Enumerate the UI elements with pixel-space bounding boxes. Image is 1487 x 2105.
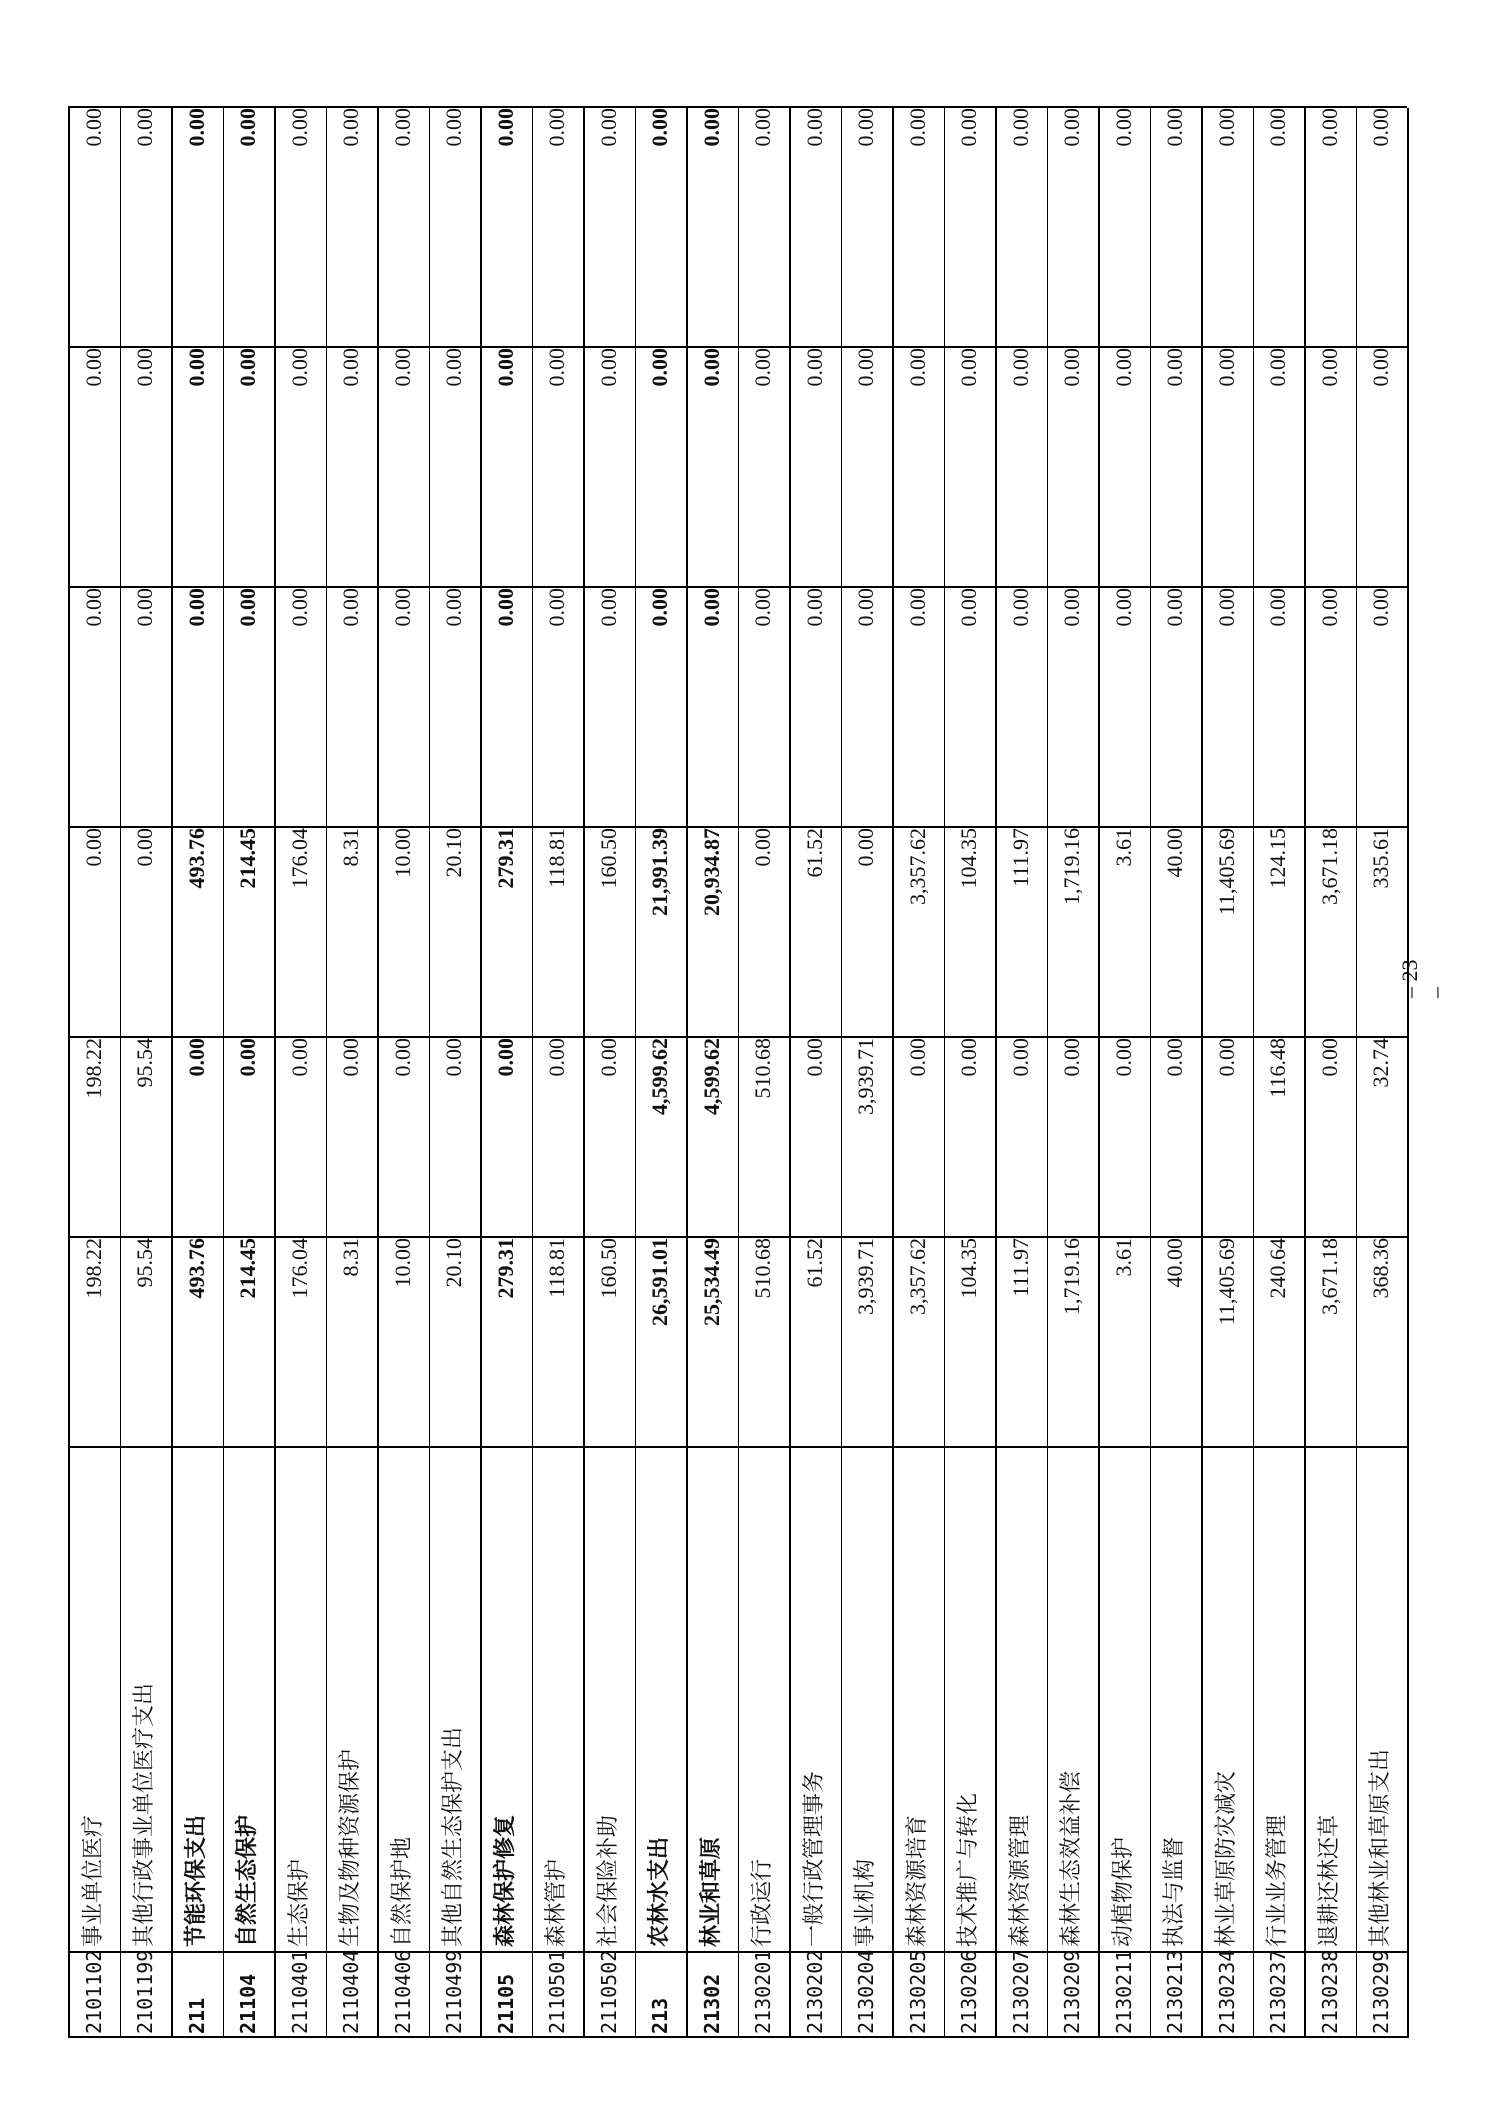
amount-cell: 0.00 [595, 588, 621, 627]
amount-cell: 0.00 [956, 108, 982, 147]
amount-cell: 4,599.62 [647, 1038, 673, 1115]
amount-cell: 0.00 [183, 1038, 209, 1077]
amount-cell: 0.00 [1110, 1038, 1136, 1077]
subject-name-cell: 其他自然生态保护支出 [441, 1726, 467, 1947]
amount-cell: 3.61 [1110, 1238, 1136, 1277]
subject-name-cell: 自然生态保护 [235, 1814, 261, 1947]
amount-cell: 104.35 [956, 1238, 982, 1299]
amount-cell: 10.00 [389, 828, 415, 878]
amount-cell: 0.00 [1316, 348, 1342, 387]
amount-cell: 3.61 [1110, 828, 1136, 867]
subject-name-cell: 森林保护修复 [492, 1814, 518, 1947]
amount-cell: 0.00 [1162, 348, 1188, 387]
amount-cell: 0.00 [544, 348, 570, 387]
amount-cell: 0.00 [595, 348, 621, 387]
amount-cell: 124.15 [1265, 828, 1291, 889]
amount-cell: 0.00 [801, 348, 827, 387]
amount-cell: 0.00 [132, 348, 158, 387]
amount-cell: 0.00 [595, 1038, 621, 1077]
amount-cell: 0.00 [1110, 108, 1136, 147]
amount-cell: 160.50 [595, 828, 621, 889]
amount-cell: 0.00 [1316, 588, 1342, 627]
amount-cell: 0.00 [801, 588, 827, 627]
amount-cell: 0.00 [647, 588, 673, 627]
amount-cell: 26,591.01 [647, 1238, 673, 1326]
subject-name-cell: 退耕还林还草 [1316, 1814, 1342, 1947]
amount-cell: 0.00 [1316, 1038, 1342, 1077]
amount-cell: 40.00 [1162, 1238, 1188, 1288]
amount-cell: 3,939.71 [853, 1238, 879, 1315]
amount-cell: 0.00 [80, 588, 106, 627]
subject-code-cell: 21302 [699, 1973, 724, 2034]
amount-cell: 0.00 [492, 588, 518, 627]
amount-cell: 493.76 [183, 1238, 209, 1299]
amount-cell: 198.22 [80, 1238, 106, 1299]
amount-cell: 20.10 [441, 828, 467, 878]
subject-code-cell: 2130206 [957, 1949, 982, 2034]
subject-code-cell: 2110502 [596, 1949, 621, 2034]
amount-cell: 279.31 [492, 1238, 518, 1299]
subject-name-cell: 生态保护 [286, 1858, 312, 1947]
subject-name-cell: 自然保护地 [389, 1836, 415, 1947]
subject-name-cell: 农林水支出 [647, 1836, 673, 1947]
amount-cell: 32.74 [1368, 1038, 1394, 1088]
amount-cell: 335.61 [1368, 828, 1394, 889]
amount-cell: 20.10 [441, 1238, 467, 1288]
amount-cell: 0.00 [647, 348, 673, 387]
amount-cell: 3,357.62 [904, 828, 930, 905]
amount-cell: 510.68 [750, 1238, 776, 1299]
amount-cell: 3,939.71 [853, 1038, 879, 1115]
amount-cell: 0.00 [750, 588, 776, 627]
amount-cell: 0.00 [904, 108, 930, 147]
subject-code-cell: 21105 [493, 1973, 518, 2034]
subject-name-cell: 森林资源管理 [1007, 1814, 1033, 1947]
amount-cell: 0.00 [698, 108, 724, 147]
subject-code-cell: 2130201 [751, 1949, 776, 2034]
subject-code-cell: 211 [184, 1997, 209, 2034]
subject-code-cell: 2130238 [1317, 1949, 1342, 2034]
amount-cell: 0.00 [389, 348, 415, 387]
subject-name-cell: 林业草原防灾减灾 [1213, 1770, 1239, 1947]
amount-cell: 0.00 [1059, 108, 1085, 147]
amount-cell: 198.22 [80, 1038, 106, 1099]
amount-cell: 0.00 [1265, 348, 1291, 387]
amount-cell: 0.00 [235, 108, 261, 147]
subject-name-cell: 事业单位医疗 [80, 1814, 106, 1947]
amount-cell: 0.00 [1265, 588, 1291, 627]
amount-cell: 214.45 [235, 1238, 261, 1299]
amount-cell: 0.00 [492, 348, 518, 387]
amount-cell: 8.31 [338, 828, 364, 867]
subject-name-cell: 森林管护 [544, 1858, 570, 1947]
subject-name-cell: 事业机构 [853, 1858, 879, 1947]
amount-cell: 0.00 [183, 348, 209, 387]
amount-cell: 11,405.69 [1213, 828, 1239, 916]
amount-cell: 0.00 [1213, 108, 1239, 147]
subject-name-cell: 动植物保护 [1110, 1836, 1136, 1947]
amount-cell: 0.00 [1059, 588, 1085, 627]
amount-cell: 0.00 [956, 588, 982, 627]
amount-cell: 0.00 [1368, 588, 1394, 627]
amount-cell: 0.00 [286, 588, 312, 627]
amount-cell: 118.81 [544, 1238, 570, 1298]
amount-cell: 0.00 [492, 108, 518, 147]
subject-code-cell: 213 [648, 1997, 673, 2034]
subject-code-cell: 2130207 [1008, 1949, 1033, 2034]
subject-code-cell: 2130299 [1369, 1949, 1394, 2034]
subject-code-cell: 2130234 [1214, 1949, 1239, 2034]
amount-cell: 0.00 [853, 108, 879, 147]
amount-cell: 3,671.18 [1316, 828, 1342, 905]
budget-table [68, 38, 1418, 2038]
subject-name-cell: 执法与监督 [1162, 1836, 1188, 1947]
amount-cell: 61.52 [801, 1238, 827, 1288]
subject-name-cell: 生物及物种资源保护 [338, 1748, 364, 1947]
amount-cell: 0.00 [183, 108, 209, 147]
amount-cell: 240.64 [1265, 1238, 1291, 1299]
subject-name-cell: 林业和草原 [698, 1836, 724, 1947]
amount-cell: 0.00 [647, 108, 673, 147]
amount-cell: 0.00 [853, 348, 879, 387]
subject-name-cell: 其他行政事业单位医疗支出 [132, 1682, 158, 1947]
amount-cell: 0.00 [1162, 588, 1188, 627]
amount-cell: 0.00 [286, 348, 312, 387]
amount-cell: 214.45 [235, 828, 261, 889]
subject-code-cell: 2110401 [287, 1949, 312, 2034]
amount-cell: 0.00 [80, 108, 106, 147]
amount-cell: 0.00 [235, 1038, 261, 1077]
subject-name-cell: 其他林业和草原支出 [1368, 1748, 1394, 1947]
subject-name-cell: 一般行政管理事务 [801, 1770, 827, 1947]
subject-name-cell: 节能环保支出 [183, 1814, 209, 1947]
amount-cell: 0.00 [1213, 1038, 1239, 1077]
amount-cell: 0.00 [441, 588, 467, 627]
amount-cell: 0.00 [1007, 588, 1033, 627]
subject-name-cell: 行政运行 [750, 1858, 776, 1947]
amount-cell: 0.00 [544, 588, 570, 627]
subject-name-cell: 森林生态效益补偿 [1059, 1770, 1085, 1947]
amount-cell: 0.00 [441, 1038, 467, 1077]
subject-code-cell: 2130211 [1111, 1949, 1136, 2034]
amount-cell: 0.00 [389, 1038, 415, 1077]
amount-cell: 0.00 [750, 348, 776, 387]
amount-cell: 0.00 [853, 828, 879, 867]
amount-cell: 1,719.16 [1059, 828, 1085, 905]
amount-cell: 0.00 [801, 1038, 827, 1077]
amount-cell: 0.00 [235, 588, 261, 627]
amount-cell: 25,534.49 [698, 1238, 724, 1326]
subject-code-cell: 2110404 [339, 1949, 364, 2034]
subject-name-cell: 森林资源培育 [904, 1814, 930, 1947]
amount-cell: 0.00 [338, 108, 364, 147]
amount-cell: 0.00 [1162, 1038, 1188, 1077]
amount-cell: 0.00 [698, 588, 724, 627]
amount-cell: 0.00 [750, 108, 776, 147]
subject-code-cell: 2101199 [133, 1949, 158, 2034]
amount-cell: 8.31 [338, 1238, 364, 1277]
subject-code-cell: 2110406 [390, 1949, 415, 2034]
amount-cell: 0.00 [235, 348, 261, 387]
amount-cell: 0.00 [853, 588, 879, 627]
amount-cell: 4,599.62 [698, 1038, 724, 1115]
amount-cell: 0.00 [544, 108, 570, 147]
amount-cell: 1,719.16 [1059, 1238, 1085, 1315]
amount-cell: 0.00 [801, 108, 827, 147]
amount-cell: 40.00 [1162, 828, 1188, 878]
subject-code-cell: 2130204 [854, 1949, 879, 2034]
amount-cell: 0.00 [132, 828, 158, 867]
amount-cell: 111.97 [1007, 1238, 1033, 1297]
amount-cell: 279.31 [492, 828, 518, 889]
amount-cell: 3,357.62 [904, 1238, 930, 1315]
amount-cell: 118.81 [544, 828, 570, 888]
amount-cell: 10.00 [389, 1238, 415, 1288]
amount-cell: 0.00 [1368, 348, 1394, 387]
subject-code-cell: 21104 [236, 1973, 261, 2034]
amount-cell: 0.00 [1368, 108, 1394, 147]
amount-cell: 20,934.87 [698, 828, 724, 916]
amount-cell: 0.00 [1265, 108, 1291, 147]
amount-cell: 0.00 [904, 348, 930, 387]
amount-cell: 3,671.18 [1316, 1238, 1342, 1315]
amount-cell: 0.00 [1162, 108, 1188, 147]
amount-cell: 0.00 [544, 1038, 570, 1077]
amount-cell: 0.00 [80, 348, 106, 387]
amount-cell: 0.00 [904, 1038, 930, 1077]
amount-cell: 0.00 [441, 108, 467, 147]
amount-cell: 104.35 [956, 828, 982, 889]
amount-cell: 0.00 [338, 1038, 364, 1077]
amount-cell: 0.00 [1316, 108, 1342, 147]
amount-cell: 176.04 [286, 1238, 312, 1299]
subject-code-cell: 2101102 [81, 1949, 106, 2034]
amount-cell: 0.00 [441, 348, 467, 387]
amount-cell: 0.00 [1110, 348, 1136, 387]
subject-code-cell: 2110501 [545, 1949, 570, 2034]
subject-code-cell: 2130213 [1163, 1949, 1188, 2034]
subject-name-cell: 行业业务管理 [1265, 1814, 1291, 1947]
amount-cell: 0.00 [1213, 348, 1239, 387]
amount-cell: 0.00 [338, 348, 364, 387]
amount-cell: 0.00 [492, 1038, 518, 1077]
amount-cell: 176.04 [286, 828, 312, 889]
amount-cell: 0.00 [750, 828, 776, 867]
amount-cell: 493.76 [183, 828, 209, 889]
amount-cell: 21,991.39 [647, 828, 673, 916]
amount-cell: 11,405.69 [1213, 1238, 1239, 1326]
amount-cell: 0.00 [80, 828, 106, 867]
amount-cell: 0.00 [595, 108, 621, 147]
subject-code-cell: 2130209 [1060, 1949, 1085, 2034]
row-divider [1407, 108, 1409, 2038]
page-number: – 23 – [1397, 959, 1448, 998]
amount-cell: 0.00 [286, 108, 312, 147]
amount-cell: 116.48 [1265, 1038, 1291, 1098]
amount-cell: 95.54 [132, 1038, 158, 1088]
amount-cell: 0.00 [1007, 348, 1033, 387]
amount-cell: 368.36 [1368, 1238, 1394, 1299]
rotated-table-page [68, 38, 1418, 2038]
amount-cell: 0.00 [1007, 108, 1033, 147]
amount-cell: 0.00 [389, 588, 415, 627]
amount-cell: 95.54 [132, 1238, 158, 1288]
amount-cell: 0.00 [1007, 1038, 1033, 1077]
subject-name-cell: 社会保险补助 [595, 1814, 621, 1947]
amount-cell: 160.50 [595, 1238, 621, 1299]
amount-cell: 0.00 [389, 108, 415, 147]
amount-cell: 0.00 [132, 588, 158, 627]
amount-cell: 0.00 [956, 1038, 982, 1077]
amount-cell: 0.00 [183, 588, 209, 627]
amount-cell: 0.00 [132, 108, 158, 147]
subject-code-cell: 2130202 [802, 1949, 827, 2034]
amount-cell: 111.97 [1007, 828, 1033, 887]
amount-cell: 61.52 [801, 828, 827, 878]
amount-cell: 510.68 [750, 1038, 776, 1099]
amount-cell: 0.00 [1059, 348, 1085, 387]
subject-code-cell: 2130237 [1266, 1949, 1291, 2034]
amount-cell: 0.00 [1059, 1038, 1085, 1077]
amount-cell: 0.00 [338, 588, 364, 627]
amount-cell: 0.00 [956, 348, 982, 387]
amount-cell: 0.00 [286, 1038, 312, 1077]
subject-code-cell: 2110499 [442, 1949, 467, 2034]
amount-cell: 0.00 [904, 588, 930, 627]
amount-cell: 0.00 [1110, 588, 1136, 627]
subject-code-cell: 2130205 [905, 1949, 930, 2034]
amount-cell: 0.00 [698, 348, 724, 387]
subject-name-cell: 技术推广与转化 [956, 1792, 982, 1947]
amount-cell: 0.00 [1213, 588, 1239, 627]
